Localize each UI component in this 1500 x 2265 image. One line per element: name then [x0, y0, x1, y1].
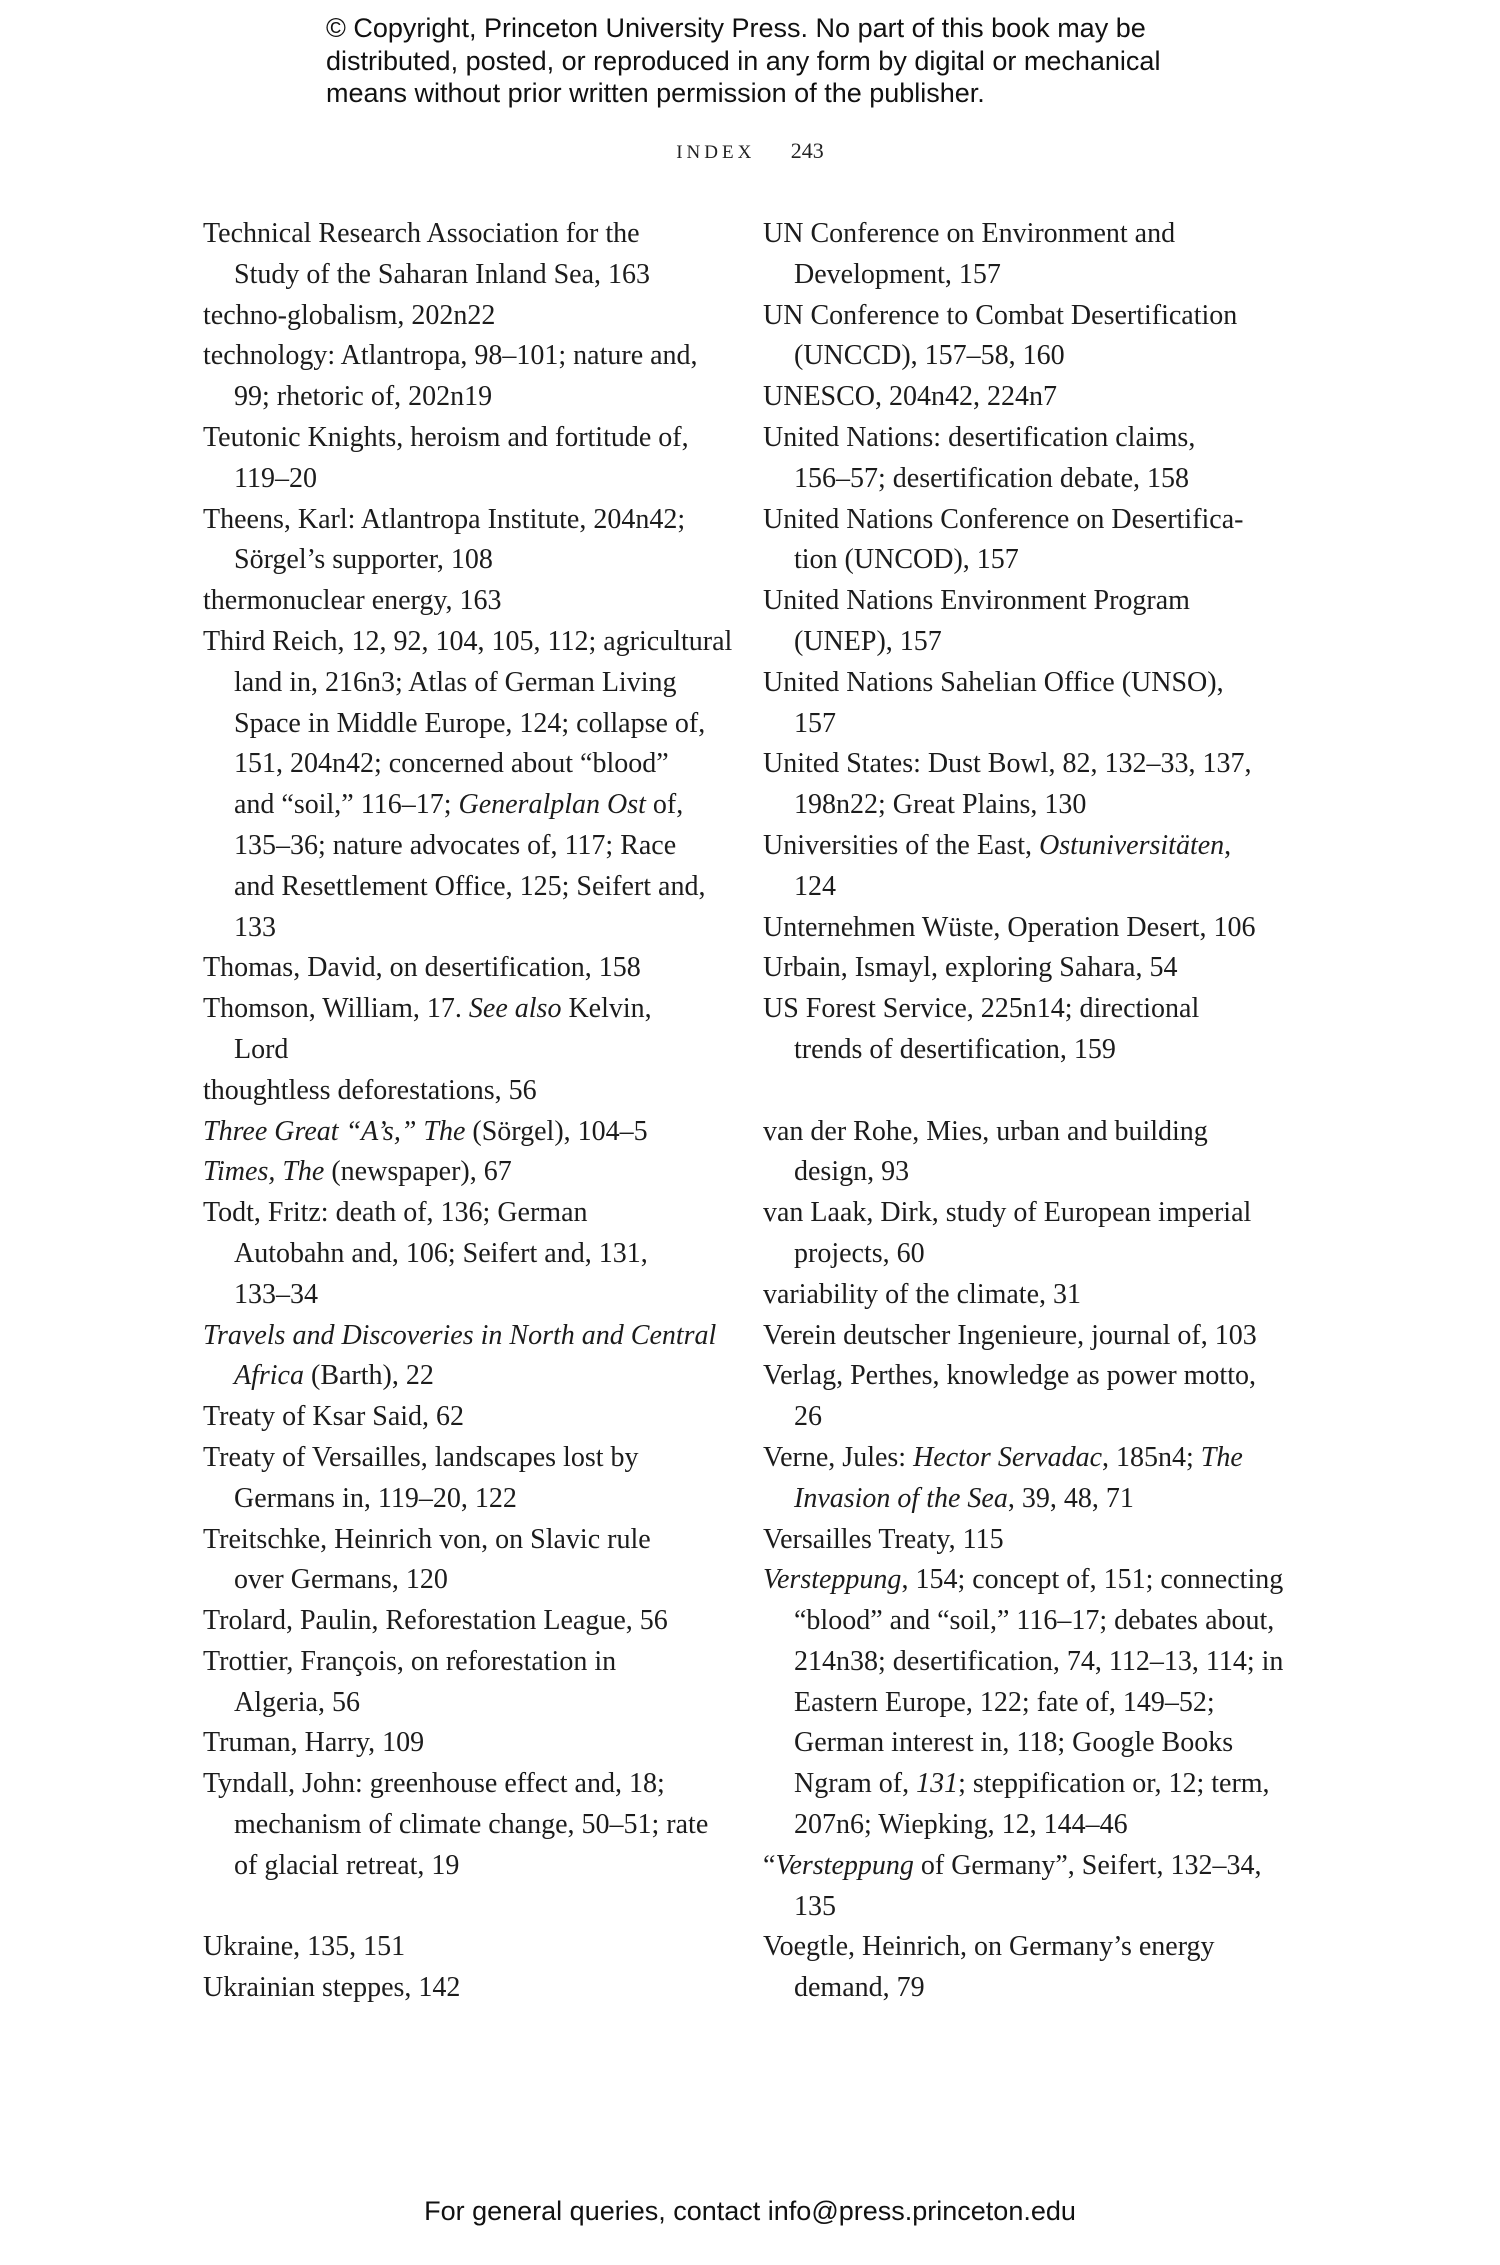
running-head	[0, 138, 1500, 164]
index-entry	[763, 214, 1303, 296]
index-entry	[763, 663, 1303, 745]
italic-text: Africa	[234, 1360, 304, 1392]
text: Teutonic Knights, heroism and fortitude of,	[203, 421, 689, 453]
index-entry-continuation	[763, 1805, 1303, 1846]
text: Algeria, 56	[234, 1686, 360, 1718]
index-entry-heading	[763, 1927, 1303, 1968]
index-entry-continuation	[763, 1397, 1303, 1438]
text: (UNCCD), 157–58, 160	[794, 340, 1065, 372]
text: , 39, 48, 71	[1007, 1482, 1134, 1514]
index-entry-continuation	[203, 1356, 723, 1397]
text: Eastern Europe, 122; fate of, 149–52;	[794, 1686, 1215, 1718]
text: projects, 60	[794, 1237, 925, 1269]
text: UN Conference to Combat Desertification	[763, 299, 1238, 331]
text: ,	[1224, 829, 1232, 861]
italic-text: Travels and Discoveries in North and Central	[203, 1319, 717, 1351]
index-entry-heading	[203, 1071, 723, 1112]
index-entry	[203, 500, 723, 582]
index-entry-continuation	[763, 785, 1303, 826]
text: Treaty of Ksar Said, 62	[203, 1401, 465, 1433]
index-entry	[763, 948, 1303, 989]
index-entry-continuation	[203, 1479, 723, 1520]
index-entry	[763, 1846, 1303, 1928]
text: Trottier, François, on reforestation in	[203, 1645, 617, 1677]
text: Versailles Treaty, 115	[763, 1523, 1004, 1555]
index-entry-continuation	[203, 1234, 723, 1275]
text: “blood” and “soil,” 116–17; debates about,	[794, 1605, 1275, 1637]
index-entry-heading	[763, 1275, 1303, 1316]
text: Urbain, Ismayl, exploring Sahara, 54	[763, 952, 1178, 984]
text: Development, 157	[794, 258, 1001, 290]
index-entry-continuation	[763, 867, 1303, 908]
index-entry-continuation	[763, 1764, 1303, 1805]
text: variability of the climate, 31	[763, 1278, 1082, 1310]
italic-text: Ostuniversitäten	[1039, 829, 1225, 861]
index-entry-continuation	[203, 1560, 723, 1601]
index-entry-heading	[763, 1520, 1303, 1561]
index-entry	[763, 1438, 1303, 1520]
text: 26	[794, 1401, 822, 1433]
index-entry-heading	[763, 989, 1303, 1030]
index-entry-continuation	[763, 1642, 1303, 1683]
text: Ngram of,	[794, 1768, 917, 1800]
index-entry	[203, 1112, 723, 1153]
text: Verne, Jules:	[763, 1441, 914, 1473]
text: Kelvin,	[561, 993, 652, 1025]
index-entry-continuation	[203, 255, 723, 296]
index-entry-heading	[203, 1927, 723, 1968]
index-entry-continuation	[203, 785, 723, 826]
index-column-left	[203, 214, 733, 2009]
index-entry	[203, 581, 723, 622]
index-entry-heading	[203, 989, 723, 1030]
italic-text: Versteppung	[775, 1849, 914, 1881]
copyright-line: © Copyright, Princeton University Press. No part of this book may be	[326, 13, 1146, 43]
index-entry	[763, 908, 1303, 949]
text: Thomas, David, on desertification, 158	[203, 952, 641, 984]
text: technology: Atlantropa, 98–101; nature and,	[203, 340, 698, 372]
text: Ukrainian steppes, 142	[203, 1972, 461, 2004]
index-entry-heading	[763, 826, 1303, 867]
index-entry	[203, 296, 723, 337]
text: “	[763, 1849, 776, 1881]
index-entry-continuation	[203, 663, 723, 704]
text: German interest in, 118; Google Books	[794, 1727, 1234, 1759]
index-entry	[203, 1071, 723, 1112]
index-entry-continuation	[763, 704, 1303, 745]
page-number: 243	[790, 138, 824, 163]
index-entry-heading	[203, 1601, 723, 1642]
index-entry-continuation	[203, 1683, 723, 1724]
index-entry	[203, 1764, 723, 1886]
text: (Sörgel), 104–5	[465, 1115, 648, 1147]
index-entry-heading	[203, 500, 723, 541]
index-entry-continuation	[203, 826, 723, 867]
index-entry	[763, 418, 1303, 500]
index-entry-continuation	[763, 1234, 1303, 1275]
text: and “soil,” 116–17;	[234, 789, 459, 821]
index-entry-continuation	[203, 867, 723, 908]
index-entry-continuation	[763, 459, 1303, 500]
index-entry-heading	[203, 1642, 723, 1683]
index-entry-continuation	[763, 336, 1303, 377]
text: (newspaper), 67	[324, 1156, 512, 1188]
index-entry	[203, 1152, 723, 1193]
text: thoughtless deforestations, 56	[203, 1074, 537, 1106]
index-entry	[203, 622, 733, 948]
text: Third Reich, 12, 92, 104, 105, 112; agricultural	[203, 625, 733, 657]
index-entry-continuation	[763, 1152, 1303, 1193]
text: 157	[794, 707, 836, 739]
text: van der Rohe, Mies, urban and building	[763, 1115, 1208, 1147]
text: 135	[794, 1890, 836, 1922]
text: land in, 216n3; Atlas of German Living	[234, 666, 677, 698]
text: ; steppification or, 12; term,	[958, 1768, 1270, 1800]
index-entry-continuation	[203, 459, 723, 500]
index-entry-heading	[203, 1112, 723, 1153]
index-entry-heading	[763, 1846, 1303, 1887]
text: mechanism of climate change, 50–51; rate	[234, 1809, 709, 1841]
index-entry	[763, 989, 1303, 1071]
text: Verein deutscher Ingenieure, journal of, 103	[763, 1319, 1257, 1351]
index-entry	[763, 826, 1303, 908]
index-entry	[763, 1275, 1303, 1316]
text: 99; rhetoric of, 202n19	[234, 381, 493, 413]
index-entry	[763, 581, 1303, 663]
text: techno-globalism, 202n22	[203, 299, 496, 331]
italic-text: Invasion of the Sea	[794, 1482, 1008, 1514]
text: demand, 79	[794, 1972, 925, 2004]
italic-text: Times, The	[203, 1156, 325, 1188]
index-entry-continuation	[203, 1030, 723, 1071]
text: Ukraine, 135, 151	[203, 1931, 406, 1963]
index-entry	[763, 1356, 1303, 1438]
text: 133–34	[234, 1278, 318, 1310]
text: United States: Dust Bowl, 82, 132–33, 137,	[763, 748, 1252, 780]
text: tion (UNCOD), 157	[794, 544, 1019, 576]
text: Treaty of Versailles, landscapes lost by	[203, 1441, 639, 1473]
text: UN Conference on Environment and	[763, 218, 1176, 249]
italic-text: See also	[468, 993, 562, 1025]
index-entry-heading	[203, 1968, 723, 2009]
index-entry-heading	[763, 1560, 1303, 1601]
index-column-right	[763, 214, 1303, 2009]
index-entry-heading	[763, 296, 1303, 337]
text: Study of the Saharan Inland Sea, 163	[234, 258, 651, 290]
italic-text: Versteppung	[763, 1564, 902, 1596]
index-entry-heading	[203, 214, 723, 255]
index-entry	[763, 1112, 1303, 1194]
index-entry	[203, 1520, 723, 1602]
index-entry	[763, 500, 1303, 582]
text: Unternehmen Wüste, Operation Desert, 106	[763, 911, 1256, 943]
text: design, 93	[794, 1156, 910, 1188]
text: Theens, Karl: Atlantropa Institute, 204n42;	[203, 503, 686, 535]
index-entry-continuation	[203, 377, 723, 418]
text: 214n38; desertification, 74, 112–13, 114; in	[794, 1645, 1284, 1677]
index-entry	[203, 1968, 723, 2009]
index-entry	[763, 744, 1303, 826]
index-entry-continuation	[763, 622, 1303, 663]
index-entry-continuation	[203, 1805, 723, 1846]
text: 151, 204n42; concerned about “blood”	[234, 748, 669, 780]
copyright-line: distributed, posted, or reproduced in any form by digital or mechanical	[326, 45, 1161, 76]
index-entry	[203, 948, 723, 989]
index-entry	[203, 1316, 723, 1398]
index-entry	[203, 1397, 723, 1438]
index-entry-heading	[203, 581, 723, 622]
text: Space in Middle Europe, 124; collapse of,	[234, 707, 706, 739]
index-entry-continuation	[203, 540, 723, 581]
text: Trolard, Paulin, Reforestation League, 56	[203, 1605, 668, 1637]
index-entry-continuation	[203, 744, 723, 785]
index-entry	[203, 1438, 723, 1520]
index-entry	[203, 214, 723, 296]
index-entry-heading	[763, 1438, 1303, 1479]
index-entry-continuation	[763, 1723, 1303, 1764]
text: Tyndall, John: greenhouse effect and, 18;	[203, 1768, 665, 1800]
index-entry	[763, 1560, 1303, 1846]
text: 119–20	[234, 462, 317, 494]
index-entry-heading	[203, 1316, 723, 1357]
index-entry	[203, 1601, 723, 1642]
index-entry	[203, 989, 723, 1071]
text: 156–57; desertification debate, 158	[794, 462, 1189, 494]
italic-text: Three Great “A’s,” The	[203, 1115, 466, 1147]
text: over Germans, 120	[234, 1564, 448, 1596]
footer-contact: For general queries, contact info@press.princeton.edu	[424, 2196, 1076, 2226]
letter-group-spacer	[763, 1071, 1303, 1112]
text: Todt, Fritz: death of, 136; German	[203, 1197, 588, 1229]
index-entry	[763, 1316, 1303, 1357]
italic-text: 131	[916, 1768, 959, 1800]
text: , 185n4;	[1102, 1441, 1201, 1473]
index-entry-heading	[763, 1112, 1303, 1153]
index-entry-heading	[203, 622, 733, 663]
index-entry-continuation	[203, 908, 723, 949]
index-entry-heading	[203, 1520, 723, 1561]
index-entry	[203, 418, 723, 500]
index-entry	[203, 336, 723, 418]
index-entry-continuation	[203, 704, 723, 745]
index-entry-continuation	[763, 1601, 1303, 1642]
text: United Nations: desertification claims,	[763, 421, 1196, 453]
index-entry	[763, 1193, 1303, 1275]
italic-text: Generalplan Ost	[458, 789, 646, 821]
index-entry	[763, 377, 1303, 418]
index-entry-continuation	[203, 1846, 723, 1887]
text: trends of desertification, 159	[794, 1033, 1116, 1065]
text: and Resettlement Office, 125; Seifert and,	[234, 870, 706, 902]
copyright-notice	[326, 12, 1226, 110]
index-entry-heading	[203, 1723, 723, 1764]
text: United Nations Environment Program	[763, 585, 1190, 617]
text: of glacial retreat, 19	[234, 1849, 460, 1881]
index-entry	[763, 1927, 1303, 2009]
index-entry-heading	[763, 663, 1303, 704]
text: United Nations Conference on Desertifica-	[763, 503, 1244, 535]
index-entry-heading	[203, 418, 723, 459]
index-entry-heading	[203, 1193, 723, 1234]
italic-text: Hector Servadac	[913, 1441, 1103, 1473]
text: Lord	[234, 1033, 289, 1065]
text: Voegtle, Heinrich, on Germany’s energy	[763, 1931, 1215, 1963]
index-entry-continuation	[763, 255, 1303, 296]
index-entry-heading	[203, 296, 723, 337]
index-entry-heading	[763, 1356, 1303, 1397]
index-entry	[203, 1193, 723, 1315]
index-entry-heading	[203, 948, 723, 989]
index-entry-heading	[203, 336, 723, 377]
index-entry-heading	[763, 581, 1303, 622]
text: Germans in, 119–20, 122	[234, 1482, 517, 1514]
text: Treitschke, Heinrich von, on Slavic rule	[203, 1523, 651, 1555]
index-entry-heading	[763, 1193, 1303, 1234]
text: Verlag, Perthes, knowledge as power motto,	[763, 1360, 1256, 1392]
index-entry	[203, 1723, 723, 1764]
text: of Germany”, Seifert, 132–34,	[913, 1849, 1262, 1881]
text: Sörgel’s supporter, 108	[234, 544, 493, 576]
running-head-label: INDEX	[676, 142, 756, 163]
text: 207n6; Wiepking, 12, 144–46	[794, 1809, 1128, 1841]
text: (UNEP), 157	[794, 625, 942, 657]
text: 124	[794, 870, 836, 902]
index-entry-heading	[763, 214, 1303, 255]
text: 198n22; Great Plains, 130	[794, 789, 1087, 821]
index-entry-heading	[203, 1438, 723, 1479]
index-entry-heading	[203, 1152, 723, 1193]
index-entry	[203, 1927, 723, 1968]
index-entry-heading	[763, 744, 1303, 785]
text: thermonuclear energy, 163	[203, 585, 502, 617]
index-entry-heading	[203, 1397, 723, 1438]
index-entry-continuation	[763, 1479, 1303, 1520]
text: van Laak, Dirk, study of European imperial	[763, 1197, 1252, 1229]
index-entry-heading	[763, 418, 1303, 459]
text: Universities of the East,	[763, 829, 1040, 861]
index-entry-heading	[203, 1764, 723, 1805]
text: (Barth), 22	[304, 1360, 434, 1392]
index-entry	[763, 296, 1303, 378]
index-entry-continuation	[763, 540, 1303, 581]
index-entry-heading	[763, 500, 1303, 541]
text: Autobahn and, 106; Seifert and, 131,	[234, 1237, 648, 1269]
text: Truman, Harry, 109	[203, 1727, 425, 1759]
text: of,	[645, 789, 684, 821]
letter-group-spacer	[203, 1887, 723, 1928]
text: , 154; concept of, 151; connecting	[901, 1564, 1284, 1596]
index-entry-continuation	[763, 1030, 1303, 1071]
text: Technical Research Association for the	[203, 218, 640, 249]
copyright-line: means without prior written permission of the publisher.	[326, 78, 985, 108]
index-entry-heading	[763, 1316, 1303, 1357]
text: Thomson, William, 17.	[203, 993, 469, 1025]
text: United Nations Sahelian Office (UNSO),	[763, 666, 1224, 698]
text: UNESCO, 204n42, 224n7	[763, 381, 1058, 413]
text: 133	[234, 911, 276, 943]
index-entry	[203, 1642, 723, 1724]
index-entry-continuation	[763, 1887, 1303, 1928]
index-entry	[763, 1520, 1303, 1561]
index-entry-continuation	[763, 1683, 1303, 1724]
italic-text: The	[1200, 1441, 1243, 1473]
index-entry-continuation	[203, 1275, 723, 1316]
index-entry-heading	[763, 377, 1303, 418]
index-entry-heading	[763, 948, 1303, 989]
index-entry-heading	[763, 908, 1303, 949]
text: 135–36; nature advocates of, 117; Race	[234, 829, 677, 861]
text: US Forest Service, 225n14; directional	[763, 993, 1200, 1025]
index-entry-continuation	[763, 1968, 1303, 2009]
